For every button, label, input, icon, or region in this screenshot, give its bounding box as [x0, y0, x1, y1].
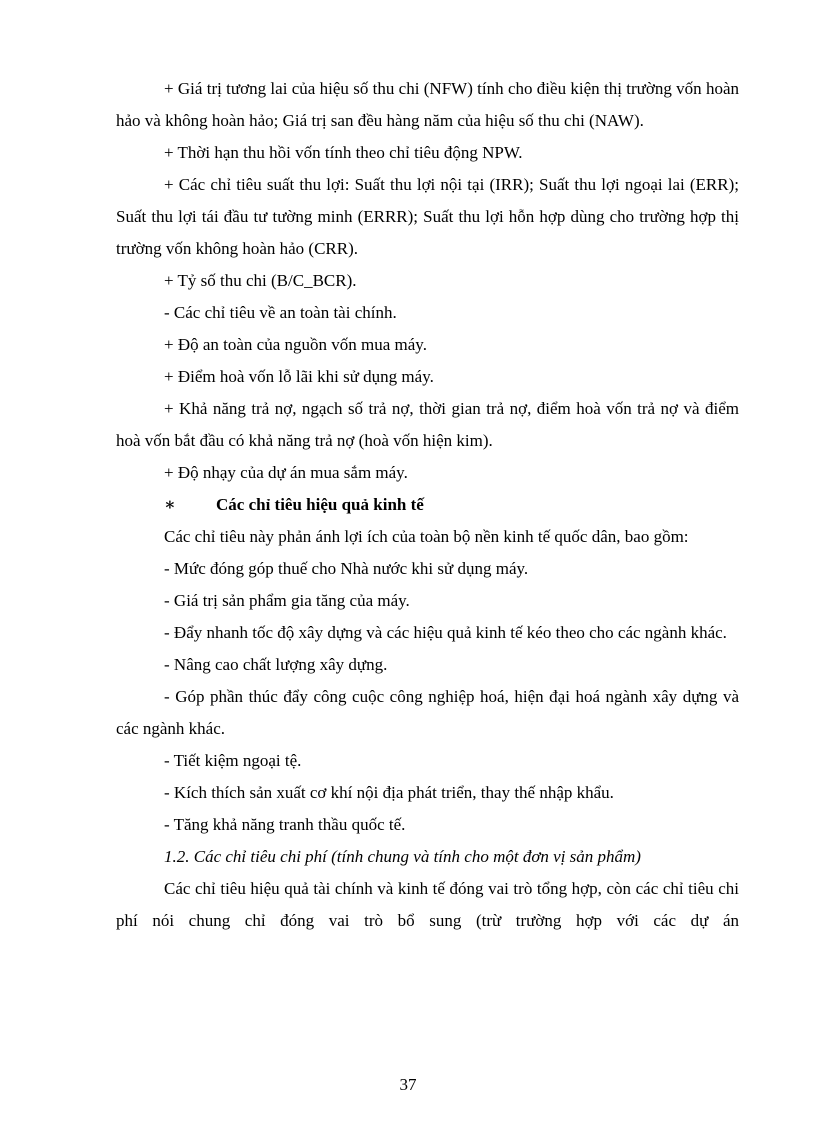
section-heading-text: Các chỉ tiêu hiệu quả kinh tế [216, 495, 424, 514]
subsection-heading-cost-indicators: 1.2. Các chỉ tiêu chi phí (tính chung và tính cho một đơn vị sản phẩm) [164, 847, 641, 866]
paragraph-nfw-naw: + Giá trị tương lai của hiệu số thu chi (NFW) tính cho điều kiện thị trường vốn hoàn hảo và không hoàn hảo; Giá trị san đều hàng năm của hiệu số thu chi (NAW). [116, 79, 739, 130]
paragraph-benefit-cost-ratio: + Tỷ số thu chi (B/C_BCR). [164, 271, 357, 290]
page-body [116, 73, 739, 937]
paragraph-cost-indicators: Các chỉ tiêu hiệu quả tài chính và kinh tế đóng vai trò tổng hợp, còn các chỉ tiêu chi phí nói chung chỉ đóng vai trò bổ sung (trừ trường hợp với các dự án [116, 879, 739, 930]
paragraph-debt-repayment: + Khả năng trả nợ, ngạch số trả nợ, thời gian trả nợ, điểm hoà vốn trả nợ và điểm hoà vốn bắt đầu có khả năng trả nợ (hoà vốn hiện kim). [116, 399, 739, 450]
paragraph-financial-safety: - Các chỉ tiêu về an toàn tài chính. [164, 303, 397, 322]
paragraph-sensitivity: + Độ nhạy của dự án mua sắm máy. [164, 463, 408, 482]
paragraph-foreign-currency: - Tiết kiệm ngoại tệ. [164, 751, 302, 770]
paragraph-capital-safety: + Độ an toàn của nguồn vốn mua máy. [164, 335, 427, 354]
paragraph-value-added: - Giá trị sản phẩm gia tăng của máy. [164, 591, 410, 610]
paragraph-domestic-production: - Kích thích sản xuất cơ khí nội địa phát triển, thay thế nhập khẩu. [164, 783, 614, 802]
paragraph-construction-speed: - Đẩy nhanh tốc độ xây dựng và các hiệu quả kinh tế kéo theo cho các ngành khác. [164, 623, 727, 642]
page-number: 37 [399, 1075, 417, 1094]
paragraph-quality: - Nâng cao chất lượng xây dựng. [164, 655, 388, 674]
paragraph-tax-contribution: - Mức đóng góp thuế cho Nhà nước khi sử dụng máy. [164, 559, 529, 578]
paragraph-economic-intro: Các chỉ tiêu này phản ánh lợi ích của toàn bộ nền kinh tế quốc dân, bao gồm: [164, 527, 689, 546]
asterisk-bullet-icon: ∗ [164, 495, 176, 514]
paragraph-payback-period: + Thời hạn thu hồi vốn tính theo chỉ tiêu động NPW. [164, 143, 523, 162]
section-heading-economic-efficiency [116, 489, 739, 521]
paragraph-industrialization: - Góp phần thúc đẩy công cuộc công nghiệp hoá, hiện đại hoá ngành xây dựng và các ngành khác. [116, 687, 739, 738]
paragraph-international-bidding: - Tăng khả năng tranh thầu quốc tế. [164, 815, 406, 834]
paragraph-break-even: + Điểm hoà vốn lỗ lãi khi sử dụng máy. [164, 367, 434, 386]
paragraph-rate-of-return: + Các chỉ tiêu suất thu lợi: Suất thu lợi nội tại (IRR); Suất thu lợi ngoại lai (ERR); Suất thu lợi tái đầu tư tường minh (ERRR); Suất thu lợi hỗn hợp dùng cho trường hợp thị trường vốn không hoàn hảo (CRR). [116, 175, 739, 258]
